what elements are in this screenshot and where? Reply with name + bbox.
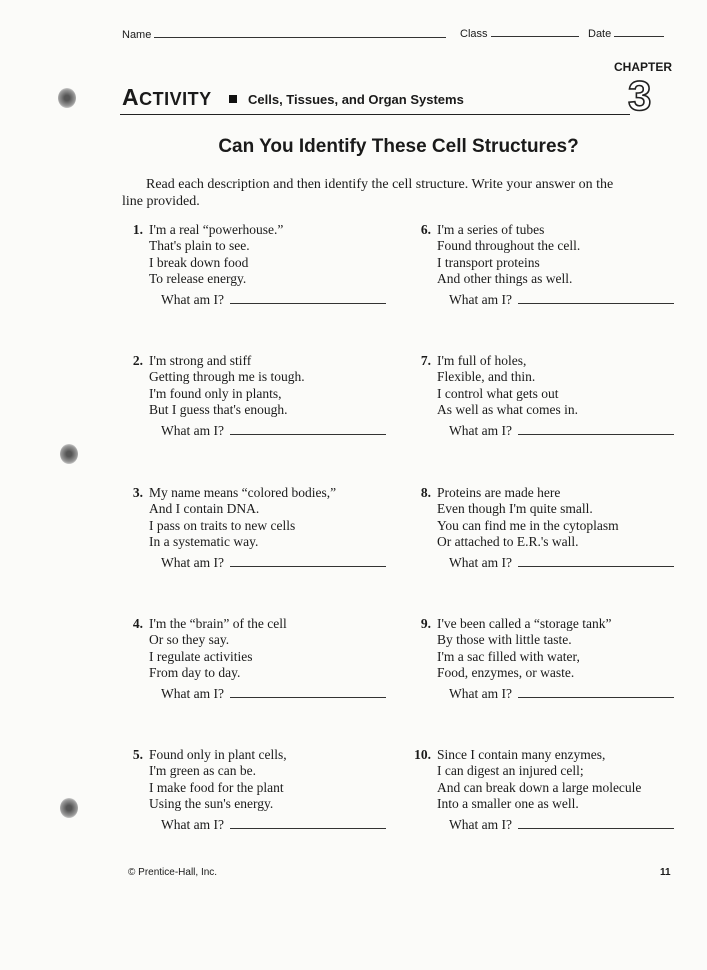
riddle-line: I make food for the plant bbox=[149, 779, 284, 795]
answer-prompt: What am I? bbox=[449, 555, 512, 570]
riddle-line: I've been called a “storage tank” bbox=[437, 616, 612, 631]
answer-line[interactable] bbox=[230, 828, 386, 829]
answer-field[interactable] bbox=[161, 292, 386, 308]
question-item bbox=[132, 222, 409, 307]
answer-field[interactable] bbox=[449, 292, 674, 308]
answer-prompt: What am I? bbox=[449, 292, 512, 307]
answer-line[interactable] bbox=[230, 434, 386, 435]
chapter-number: 3 bbox=[628, 72, 652, 119]
question-item bbox=[414, 747, 697, 832]
question-number: 5. bbox=[132, 747, 143, 762]
answer-line[interactable] bbox=[518, 303, 674, 304]
answer-line[interactable] bbox=[230, 697, 386, 698]
question-item bbox=[132, 485, 409, 570]
riddle-line: Food, enzymes, or waste. bbox=[437, 664, 575, 680]
riddle-line: Getting through me is tough. bbox=[149, 369, 305, 385]
name-field[interactable]: Name bbox=[122, 27, 446, 41]
question-number: 9. bbox=[420, 616, 431, 631]
riddle-line: I'm found only in plants, bbox=[149, 385, 282, 401]
date-line bbox=[614, 26, 664, 37]
binder-hole-icon bbox=[60, 798, 78, 818]
class-line bbox=[491, 26, 579, 37]
riddle-line: To release energy. bbox=[149, 270, 247, 286]
answer-prompt: What am I? bbox=[161, 555, 224, 570]
riddle-line: And I contain DNA. bbox=[149, 501, 260, 517]
riddle-line: Into a smaller one as well. bbox=[437, 795, 579, 811]
riddle-line: That's plain to see. bbox=[149, 238, 250, 254]
page-number: 11 bbox=[660, 867, 671, 878]
question-number: 6. bbox=[420, 222, 431, 237]
page-title: Can You Identify These Cell Structures? bbox=[218, 136, 579, 157]
riddle-line: By those with little taste. bbox=[437, 632, 572, 648]
answer-field[interactable] bbox=[449, 686, 674, 702]
riddle-line: Since I contain many enzymes, bbox=[437, 747, 606, 762]
instructions: Read each description and then identify the cell structure. Write your answer on the line provided. bbox=[122, 177, 614, 209]
riddle-line: I control what gets out bbox=[437, 385, 559, 401]
riddle-line: And other things as well. bbox=[437, 270, 573, 286]
riddle-line: You can find me in the cytoplasm bbox=[437, 517, 619, 533]
question-number: 7. bbox=[420, 353, 431, 368]
binder-hole-icon bbox=[58, 88, 76, 108]
answer-line[interactable] bbox=[518, 697, 674, 698]
answer-line[interactable] bbox=[518, 566, 674, 567]
riddle-line: Flexible, and thin. bbox=[437, 369, 536, 385]
name-line bbox=[154, 27, 446, 38]
riddle-line: Found throughout the cell. bbox=[437, 238, 581, 254]
riddle-line: As well as what comes in. bbox=[437, 401, 578, 417]
riddle-line: I pass on traits to new cells bbox=[149, 517, 296, 533]
riddle-line: I'm a series of tubes bbox=[437, 222, 545, 237]
answer-field[interactable] bbox=[161, 423, 386, 439]
question-number: 10. bbox=[414, 747, 431, 762]
chapter-label: CHAPTER bbox=[614, 60, 673, 74]
question-number: 3. bbox=[132, 485, 143, 500]
answer-line[interactable] bbox=[230, 566, 386, 567]
answer-line[interactable] bbox=[518, 434, 674, 435]
answer-field[interactable] bbox=[449, 555, 674, 571]
activity-heading: ACTIVITY bbox=[122, 84, 212, 110]
answer-field[interactable] bbox=[449, 423, 674, 439]
answer-field[interactable] bbox=[161, 555, 386, 571]
question-number: 8. bbox=[420, 485, 431, 500]
question-item bbox=[420, 616, 697, 701]
answer-line[interactable] bbox=[230, 303, 386, 304]
riddle-line: I'm green as can be. bbox=[149, 763, 257, 779]
question-item bbox=[420, 222, 697, 307]
riddle-line: I'm a sac filled with water, bbox=[437, 648, 580, 664]
riddle-line: In a systematic way. bbox=[149, 533, 259, 549]
answer-field[interactable] bbox=[449, 817, 674, 833]
question-number: 1. bbox=[132, 222, 143, 237]
question-item bbox=[132, 616, 409, 701]
answer-field[interactable] bbox=[161, 686, 386, 702]
riddle-line: I'm full of holes, bbox=[437, 353, 527, 368]
binder-hole-icon bbox=[60, 444, 78, 464]
bullet-square-icon bbox=[229, 95, 237, 103]
riddle-line: I break down food bbox=[149, 254, 249, 270]
riddle-line: But I guess that's enough. bbox=[149, 401, 288, 417]
answer-prompt: What am I? bbox=[161, 423, 224, 438]
riddle-line: Using the sun's energy. bbox=[149, 795, 274, 811]
question-item bbox=[420, 485, 697, 570]
riddle-line: Found only in plant cells, bbox=[149, 747, 287, 762]
answer-prompt: What am I? bbox=[161, 817, 224, 832]
riddle-line: Proteins are made here bbox=[437, 485, 561, 500]
answer-prompt: What am I? bbox=[161, 686, 224, 701]
activity-subtitle: Cells, Tissues, and Organ Systems bbox=[248, 92, 464, 107]
riddle-line: Even though I'm quite small. bbox=[437, 501, 593, 517]
riddle-line: My name means “colored bodies,” bbox=[149, 485, 337, 500]
answer-field[interactable] bbox=[161, 817, 386, 833]
riddle-line: From day to day. bbox=[149, 664, 241, 680]
question-number: 2. bbox=[132, 353, 143, 368]
date-field[interactable]: Date bbox=[588, 26, 664, 40]
answer-prompt: What am I? bbox=[449, 686, 512, 701]
answer-line[interactable] bbox=[518, 828, 674, 829]
question-item bbox=[132, 747, 409, 832]
question-item bbox=[420, 353, 697, 438]
question-number: 4. bbox=[132, 616, 143, 631]
riddle-line: And can break down a large molecule bbox=[437, 779, 642, 795]
riddle-line: Or so they say. bbox=[149, 632, 230, 648]
answer-prompt: What am I? bbox=[449, 817, 512, 832]
question-item bbox=[132, 353, 409, 438]
riddle-line: I'm a real “powerhouse.” bbox=[149, 222, 284, 237]
riddle-line: I transport proteins bbox=[437, 254, 540, 270]
answer-prompt: What am I? bbox=[161, 292, 224, 307]
riddle-line: I'm strong and stiff bbox=[149, 353, 252, 368]
class-field[interactable]: Class bbox=[460, 26, 579, 40]
header-rule bbox=[120, 114, 630, 115]
answer-prompt: What am I? bbox=[449, 423, 512, 438]
copyright: © Prentice-Hall, Inc. bbox=[128, 867, 218, 878]
riddle-line: I can digest an injured cell; bbox=[437, 763, 584, 779]
riddle-line: Or attached to E.R.'s wall. bbox=[437, 533, 579, 549]
riddle-line: I regulate activities bbox=[149, 648, 253, 664]
riddle-line: I'm the “brain” of the cell bbox=[149, 616, 287, 631]
